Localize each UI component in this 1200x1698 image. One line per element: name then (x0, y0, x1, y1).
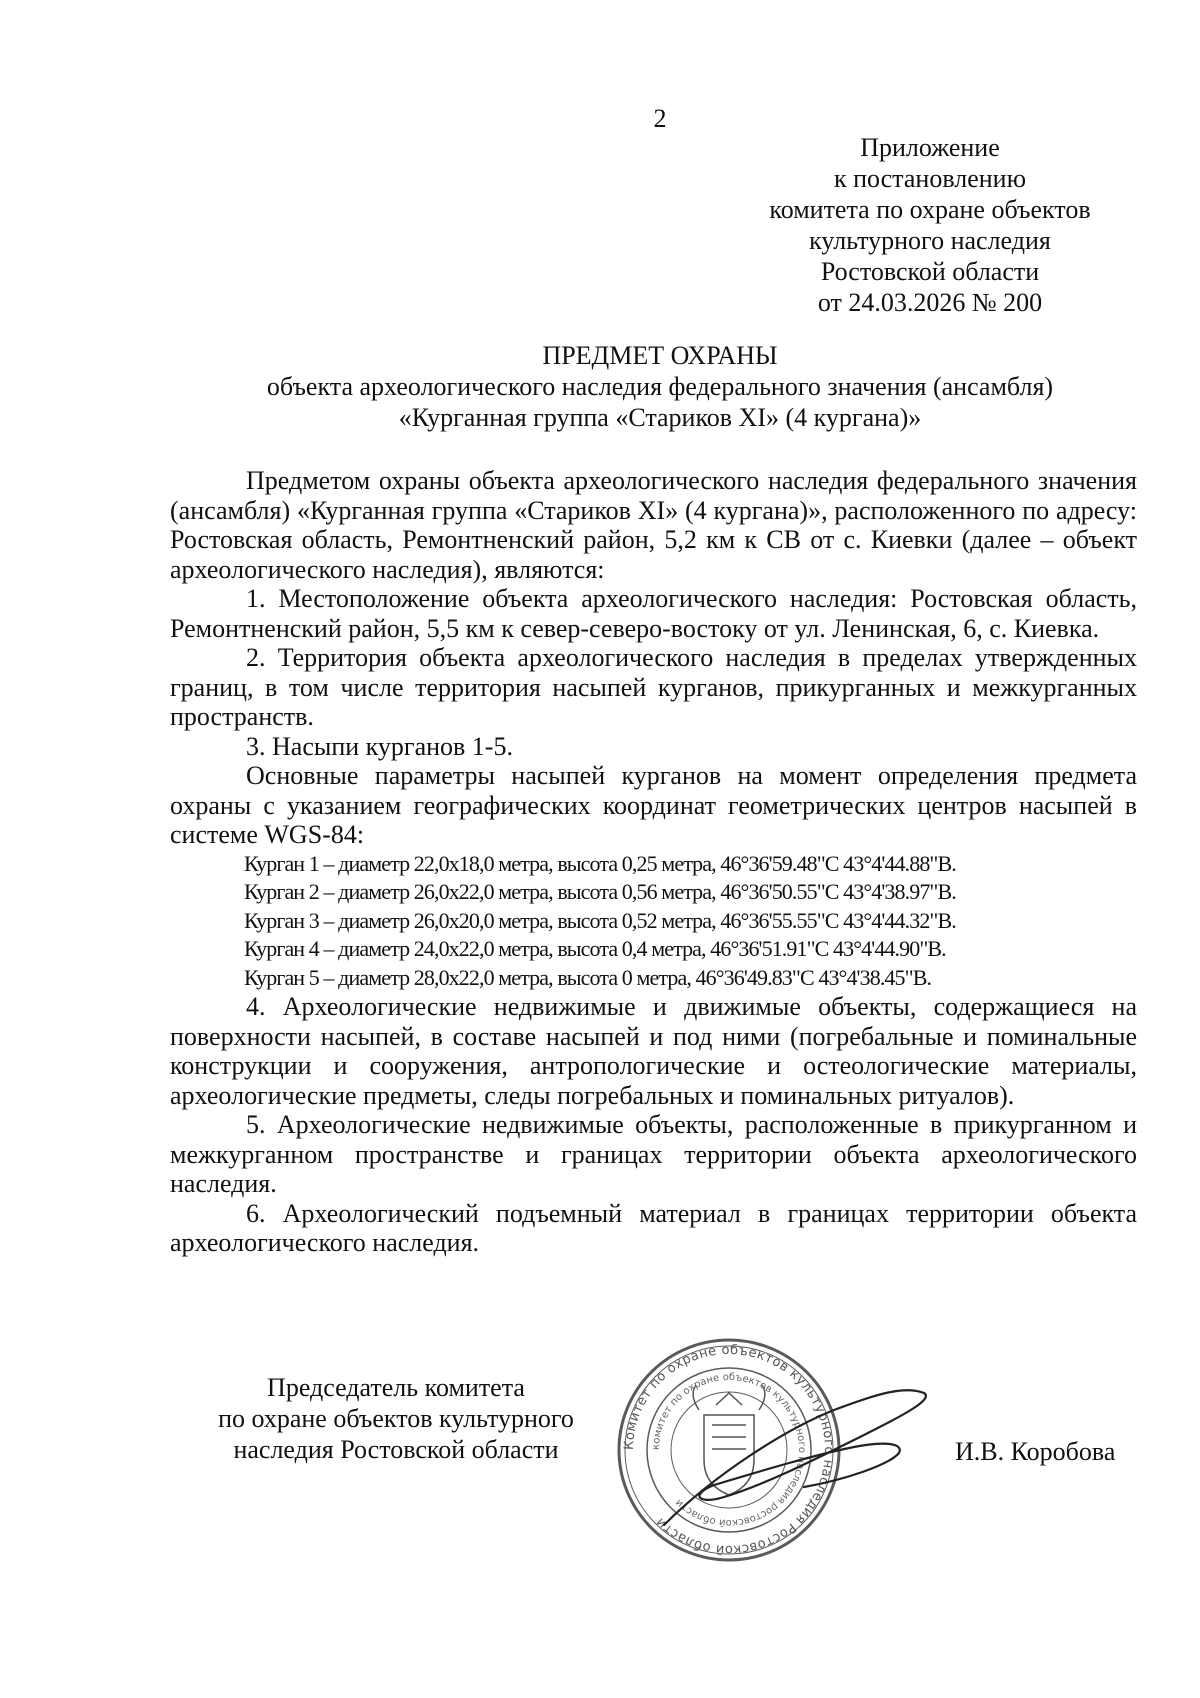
item-3-paragraph: 3. Насыпи курганов 1-5. (246, 731, 513, 761)
appendix-line: комитета по охране объектов (769, 195, 1091, 224)
signatory-name: И.В. Коробова (955, 1437, 1116, 1466)
official-seal-with-signature (604, 1335, 934, 1585)
kurgan-2-line: Курган 2 – диаметр 26,0х22,0 метра, высота 0,56 метра, 46°36'50.55"С 43°4'38.97"В. (244, 879, 956, 904)
appendix-date-number: от 24.03.2026 № 200 (817, 288, 1043, 317)
item-2-paragraph: 2. Территория объекта археологического наследия в пределах утвержденных границ, в том числе территория насыпей курганов, прикурганных и межкурганных пространств. (170, 643, 1137, 731)
kurgan-3-line: Курган 3 – диаметр 26,0х20,0 метра, высота 0,52 метра, 46°36'55.55"С 43°4'44.32"В. (244, 907, 956, 933)
item-1-paragraph: 1. Местоположение объекта археологического наследия: Ростовская область, Ремонтненский район, 5,5 км к север-северо-востоку от ул. Ленинская, 6, с. Киевка. (170, 584, 1137, 643)
title-line-1: объекта археологического наследия федерального значения (ансамбля) (266, 372, 1054, 401)
signatory-position (196, 1372, 596, 1465)
title-line-2: «Курганная группа «Стариков XI» (4 кургана)» (398, 403, 922, 432)
appendix-line: Ростовской области (820, 257, 1040, 286)
seal-graphic (604, 1335, 934, 1585)
signatory-position-line: по охране объектов культурного (218, 1404, 574, 1433)
kurgan-5-line: Курган 5 – диаметр 28,0х22,0 метра, высота 0 метра, 46°36'49.83"С 43°4'38.45"В. (244, 964, 932, 990)
item-4-paragraph: 4. Археологические недвижимые и движимые объекты, содержащиеся на поверхности насыпей, в составе насыпей и под ними (погребальные и поминальные конструкции и сооружения, антропологические и остеологические материалы, археологические предметы, следы погребальных и поминальных ритуалов). (170, 992, 1137, 1110)
params-paragraph: Основные параметры насыпей курганов на момент определения предмета охраны с указанием географических координат геометрических центров насыпей в системе WGS-84: (170, 761, 1137, 849)
page-number: 2 (653, 104, 667, 133)
kurgan-4-line: Курган 4 – диаметр 24,0х22,0 метра, высота 0,4 метра, 46°36'51.91"С 43°4'44.90"В. (244, 936, 946, 961)
item-5-paragraph: 5. Археологические недвижимые объекты, расположенные в прикурганном и межкурганном пространстве и границах территории объекта археологического наследия. (170, 1110, 1137, 1198)
appendix-line: культурного наследия (809, 226, 1051, 255)
kurgan-1-line: Курган 1 – диаметр 22,0х18,0 метра, высота 0,25 метра, 46°36'59.48"С 43°4'44.88"В. (244, 850, 956, 876)
title-heading: ПРЕДМЕТ ОХРАНЫ (542, 341, 778, 370)
document-title (170, 340, 1150, 433)
appendix-header (740, 132, 1120, 318)
item-6-paragraph: 6. Археологический подъемный материал в границах территории объекта археологического наследия. (170, 1198, 1137, 1257)
appendix-line: к постановлению (833, 164, 1027, 193)
seal-outer-text: Комитет по охране объектов культурного наследия Ростовской области (621, 1342, 837, 1558)
signatory-position-line: Председатель комитета (267, 1373, 525, 1402)
intro-paragraph: Предметом охраны объекта археологического наследия федерального значения (ансамбля) «Курганная группа «Стариков XI» (4 кургана)», расположенного по адресу: Ростовская область, Ремонтненский район, 5,2 км к СВ от с. Киевки (далее – объект археологического наследия), являются: (170, 466, 1137, 584)
appendix-line: Приложение (860, 133, 1000, 162)
seal-inner-text: комитет по охране объектов культурного наследия ростовской области (650, 1371, 808, 1529)
signatory-position-line: наследия Ростовской области (233, 1435, 559, 1464)
coat-of-arms-icon (693, 1385, 765, 1495)
document-body (170, 466, 1137, 1258)
